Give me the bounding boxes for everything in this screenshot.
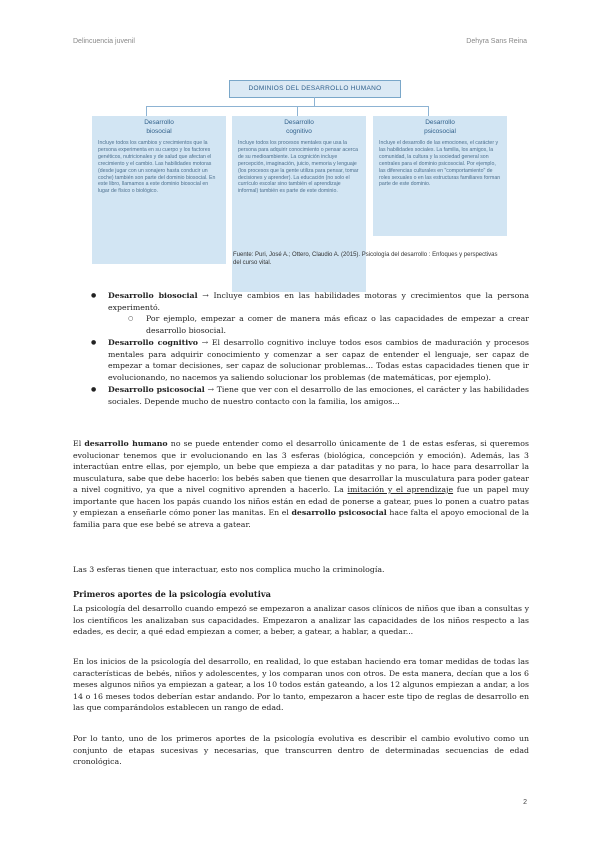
text-run: El	[73, 439, 85, 448]
domain-title-2: biosocial	[146, 127, 172, 135]
list-item	[108, 384, 529, 407]
domain-title-1: Desarrollo	[284, 119, 314, 126]
connector-line	[146, 106, 147, 116]
arrow-icon: →	[207, 385, 214, 394]
connector-line	[428, 106, 429, 116]
connector-line	[297, 106, 298, 116]
domain-title-1: Desarrollo	[425, 119, 455, 126]
list-item	[108, 290, 529, 336]
arrow-icon: →	[201, 338, 209, 347]
page-number: 2	[523, 799, 527, 806]
text-run: no se puede entender como el desarrollo únicamente de 1 de estas esferas, si queremos evolucionar tenemos que ir evolucionando en las 3 esferas (biológica, concepción y emoción). Además, las 3 interactúan entre ellas, por ejemplo, un bebe que empieza a dar pataditas y no para, lo hace para desarrollar la musculatura, sabe que debe hacerlo: los bebés saben que tienen que desarrollar la musculatura para poder gatear a nivel cognitivo, ya que a nivel cognitivo aprenden a hacerlo. La	[73, 439, 529, 494]
text-run: fue un papel muy importante que hacen los papás cuando los niños están en edad de ponerse a gatear, pues lo ponen a cuatro patas y empiezan a enseñarle cómo poner las manitas. En el	[73, 485, 529, 517]
paragraph-desarrollo-humano	[73, 438, 529, 530]
text-run: hace falta el apoyo emocional de la familia para que ese bebé se atreva a gatear.	[73, 508, 529, 529]
domain-title-2: psicosocial	[424, 127, 456, 135]
bullet-term: Desarrollo cognitivo	[108, 338, 198, 347]
paragraph-conclusion: Por lo tanto, uno de los primeros aportes de la psicología evolutiva es describir el cambio evolutivo como un conjunto de etapas sucesivas y necesarias, que transcurren dentro de determinadas secuencias de edad cronológica.	[73, 734, 529, 766]
domain-description: Incluye todos los cambios y crecimientos que la persona experimenta en su cuerpo y los factores genéticos, nutricionales y de salud que afectan el crecimiento y el cambio. Las habilidades motoras (desde jugar con un sonajero hasta conducir un coche) también son parte del dominio biosocial. En este libro, llamamos a este dominio biosocial en lugar de físico o biológico.	[98, 140, 216, 195]
domains-diagram	[92, 80, 507, 256]
paragraph-interactuar: Las 3 esferas tienen que interactuar, esto nos complica mucho la criminología.	[73, 565, 385, 574]
figure-source: Fuente: Puri, José A.; Ottero, Claudio A. (2015). Psicología del desarrollo : Enfoques y perspectivas del curso vital.	[233, 252, 498, 266]
bullet-text: Incluye cambios en las habilidades motoras y crecimientos que la persona experimentó.	[108, 291, 529, 312]
section-heading: Primeros aportes de la psicología evolutiva	[73, 589, 271, 599]
domain-box-psicosocial	[373, 116, 507, 236]
underlined-term: imitación y el aprendizaje	[347, 485, 454, 494]
diagram-title: DOMINIOS DEL DESARROLLO HUMANO	[229, 80, 401, 98]
connector-line	[146, 106, 428, 107]
list-item	[108, 337, 529, 383]
bullet-term: Desarrollo biosocial	[108, 291, 198, 300]
bullet-text: El desarrollo cognitivo incluye todos esos cambios de maduración y procesos mentales para adquirir conocimiento y comenzar a ser capaz de entender el lenguaje, ser capaz de empezar a tomar decisiones, ser capaz de solucionar problemas... Todas estas capacidades tienen que ir evolucionando, no nacemos ya saliendo solucionar los problemas (de matemáticas, por ejemplo).	[108, 338, 529, 382]
bold-term: desarrollo humano	[84, 439, 168, 448]
domain-box-biosocial	[92, 116, 226, 264]
bold-term: desarrollo psicosocial	[291, 508, 387, 517]
paragraph-aportes: La psicología del desarrollo cuando empezó se empezaron a analizar casos clínicos de niños que iban a consultas y los científicos les analizaban sus capacidades. Empezaron a analizar las capacidades de los niños respecto a las edades, es decir, a qué edad empiezan a comer, a beber, a gatear, a hablar, a quedar...	[73, 604, 529, 636]
domain-title-1: Desarrollo	[144, 119, 174, 126]
arrow-icon: →	[202, 291, 209, 300]
connector-line	[314, 97, 315, 106]
domain-description: Incluye todos los procesos mentales que usa la persona para adquirir conocimiento o pensar acerca de su medioambiente. La cognición incluye percepción, imaginación, juicio, memoria y lenguaje (los procesos que la gente utiliza para pensar, tomar decisiones y aprender). La educación (no solo el currículo escolar sino también el aprendizaje informal) también es parte de este dominio.	[238, 140, 359, 195]
domain-title-2: cognitivo	[286, 127, 312, 135]
header-right: Dehyra Sans Reina	[466, 38, 527, 45]
bullet-term: Desarrollo psicosocial	[108, 385, 205, 394]
paragraph-inicios: En los inicios de la psicología del desarrollo, en realidad, lo que estaban haciendo era tomar medidas de todas las características de bebés, niños y adolescentes, y los comparan unos con otros. De esta manera, decían que a los 6 meses algunos niños ya empiezan a gatear, a los 10 todos están gateando, a los 12 algunos empiezan a andar, a los 14 o 16 meses todos deberían estar andando. Por lo tanto, empezaron a hacer este tipo de reglas de desarrollo en las que comparándolos establecen un rango de edad.	[73, 657, 529, 712]
bullet-text: Tiene que ver con el desarrollo de las emociones, el carácter y las habilidades sociales. Depende mucho de nuestro contacto con la familia, los amigos...	[108, 385, 529, 406]
header-left: Delincuencia juvenil	[73, 38, 135, 45]
domains-list	[73, 290, 529, 408]
domain-description: Incluye el desarrollo de las emociones, el carácter y las habilidades sociales. La familia, los amigos, la comunidad, la cultura y la sociedad general son centrales para el dominio psicosocial. Por ejemplo, las diferencias culturales en "comportamiento" de roles sexuales o en las estructuras familiares forman parte de este dominio.	[379, 140, 501, 188]
sub-list-item: ○ Por ejemplo, empezar a comer de manera más eficaz o las capacidades de empezar a crear desarrollo biosocial.	[146, 313, 529, 336]
